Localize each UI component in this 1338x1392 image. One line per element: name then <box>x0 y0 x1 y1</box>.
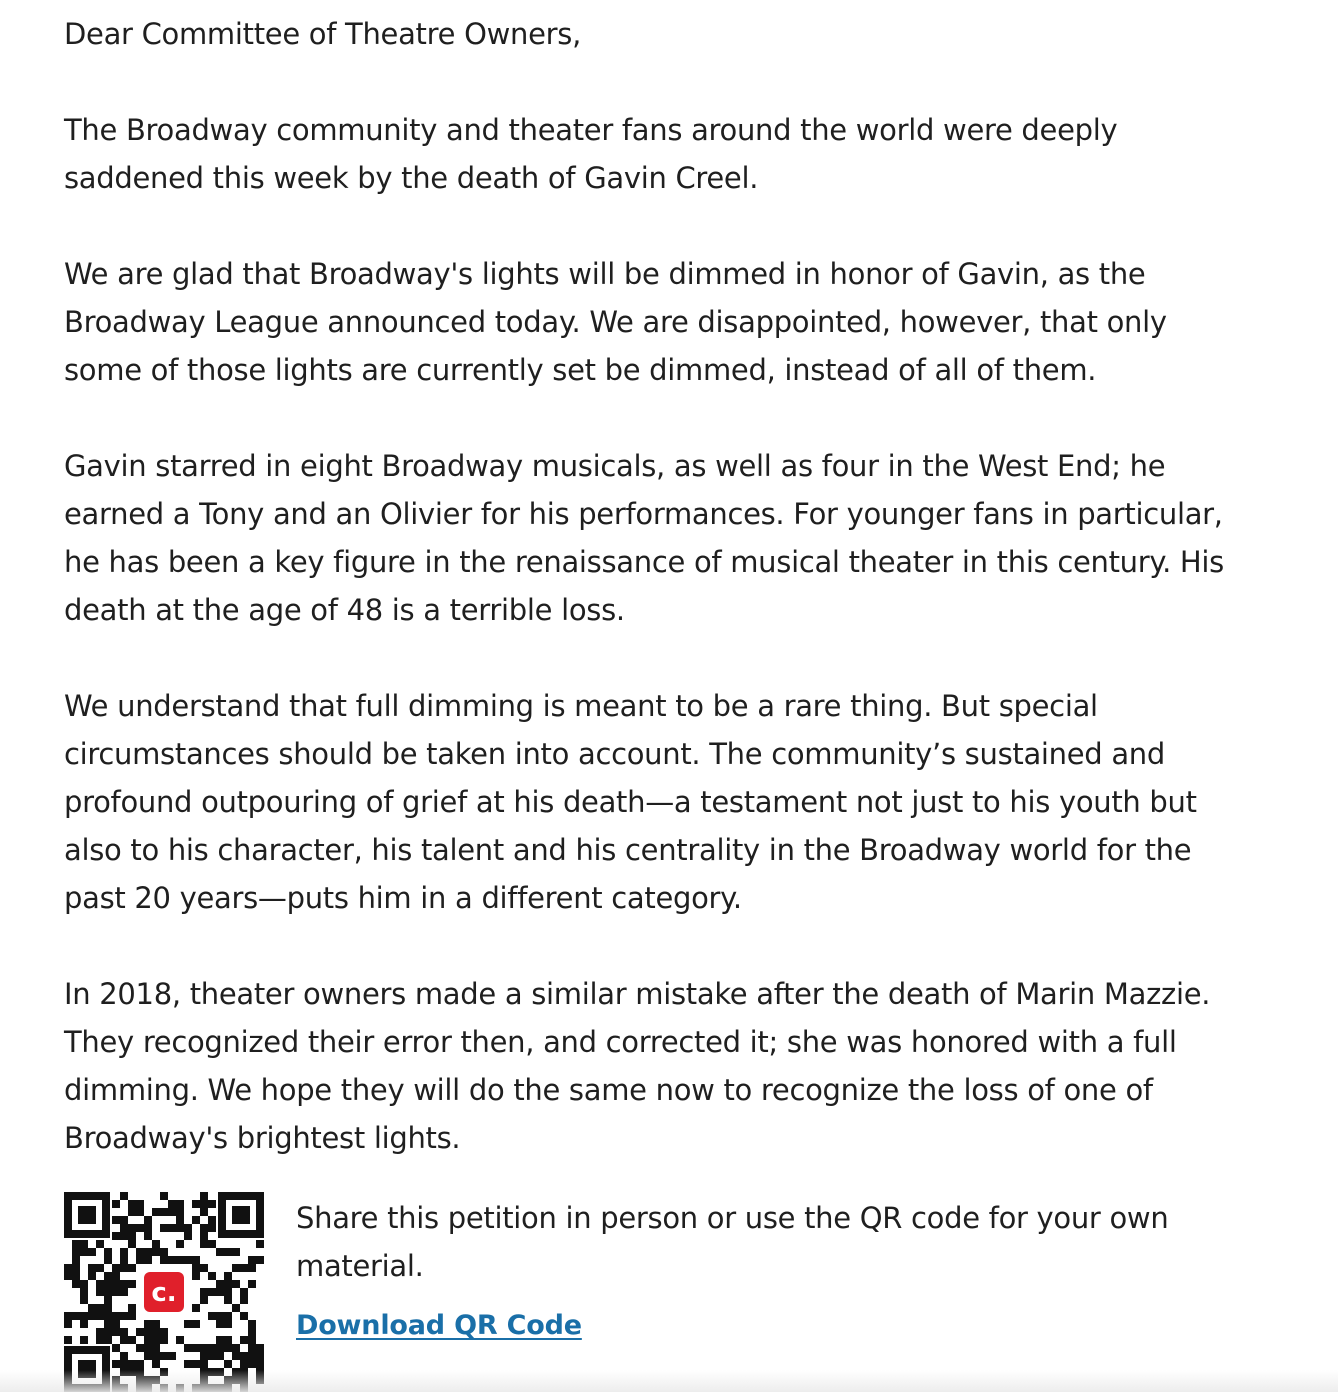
letter-paragraph-3: Gavin starred in eight Broadway musicals, as well as four in the West End; he earned a Tony and an Olivier for his performances. For younger fans in particular, he has been a key figure in the renaissance of musical theater in this century. His death at the age of 48 is a terrible loss. <box>64 449 1224 627</box>
share-section <box>64 1192 1264 1392</box>
letter-paragraph-5: In 2018, theater owners made a similar mistake after the death of Marin Mazzie. They recognized their error then, and corrected it; she was honored with a full dimming. We hope they will do the same now to recognize the loss of one of Broadway's brightest lights. <box>64 977 1211 1155</box>
letter-salutation: Dear Committee of Theatre Owners, <box>64 17 581 51</box>
letter-paragraph-2: We are glad that Broadway's lights will be dimmed in honor of Gavin, as the Broadway League announced today. We are disappointed, however, that only some of those lights are currently set be dimmed, instead of all of them. <box>64 257 1167 387</box>
letter-paragraph-1: The Broadway community and theater fans around the world were deeply saddened this week by the death of Gavin Creel. <box>64 113 1118 195</box>
qr-code-icon <box>64 1192 264 1392</box>
letter-paragraph-4: We understand that full dimming is meant to be a rare thing. But special circumstances should be taken into account. The community’s sustained and profound outpouring of grief at his death—a testament not just to his youth but also to his character, his talent and his centrality in the Broadway world for the past 20 years—puts him in a different category. <box>64 689 1197 915</box>
share-description: Share this petition in person or use the QR code for your own material. <box>296 1201 1169 1283</box>
download-qr-code-link[interactable]: Download QR Code <box>296 1310 582 1341</box>
petition-letter <box>64 10 1234 1210</box>
qr-logo-letter: c. <box>151 1278 177 1308</box>
